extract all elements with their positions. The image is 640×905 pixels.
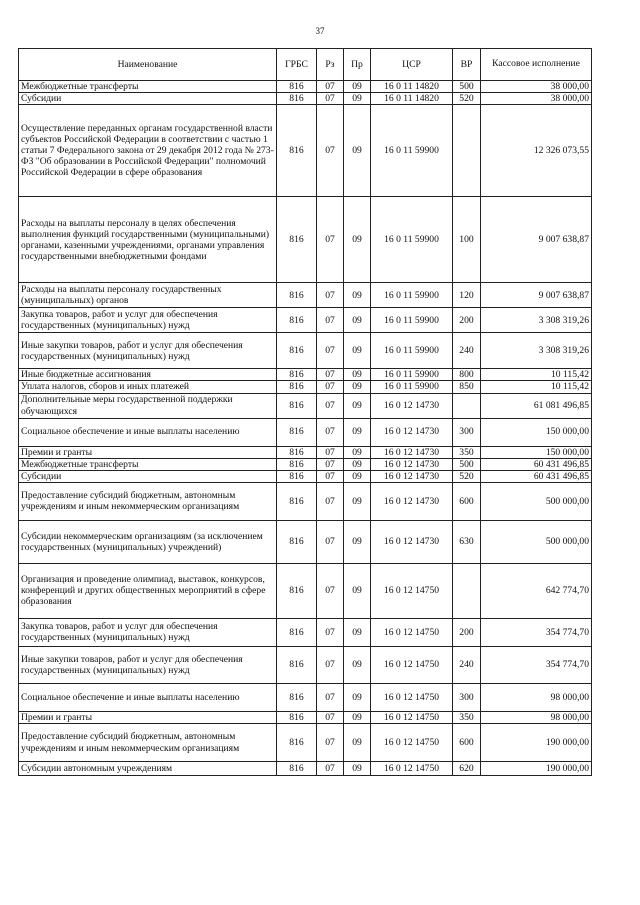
header-grbs: ГРБС <box>277 49 317 81</box>
cell-rz: 07 <box>317 283 344 308</box>
cell-pr: 09 <box>344 520 371 563</box>
cell-name: Межбюджетные трансферты <box>19 81 277 93</box>
cell-csr: 16 0 12 14730 <box>371 520 453 563</box>
cell-vr: 120 <box>453 283 481 308</box>
cell-csr: 16 0 12 14750 <box>371 563 453 618</box>
cell-grbs: 816 <box>277 105 317 197</box>
table-row <box>19 470 592 482</box>
cell-csr: 16 0 12 14750 <box>371 724 453 762</box>
cell-rz: 07 <box>317 333 344 369</box>
cell-pr: 09 <box>344 762 371 776</box>
cell-name: Субсидии автономным учреждениям <box>19 762 277 776</box>
table-row <box>19 563 592 618</box>
table-row <box>19 482 592 520</box>
cell-pr: 09 <box>344 308 371 333</box>
table-row <box>19 369 592 381</box>
cell-rz: 07 <box>317 458 344 470</box>
cell-amount: 61 081 496,85 <box>481 393 592 418</box>
cell-pr: 09 <box>344 93 371 105</box>
cell-pr: 09 <box>344 333 371 369</box>
cell-rz: 07 <box>317 646 344 683</box>
cell-vr: 300 <box>453 683 481 711</box>
cell-pr: 09 <box>344 81 371 93</box>
cell-grbs: 816 <box>277 724 317 762</box>
cell-name: Закупка товаров, работ и услуг для обеспечения государственных (муниципальных) нужд <box>19 308 277 333</box>
cell-amount: 500 000,00 <box>481 482 592 520</box>
cell-grbs: 816 <box>277 393 317 418</box>
cell-amount: 190 000,00 <box>481 724 592 762</box>
cell-rz: 07 <box>317 724 344 762</box>
table-row <box>19 711 592 723</box>
cell-csr: 16 0 12 14750 <box>371 711 453 723</box>
cell-pr: 09 <box>344 618 371 646</box>
table-row <box>19 683 592 711</box>
cell-amount: 10 115,42 <box>481 369 592 381</box>
cell-name: Предоставление субсидий бюджетным, автономным учреждениям и иным некоммерческим организациям <box>19 724 277 762</box>
cell-vr: 240 <box>453 646 481 683</box>
cell-name: Субсидии <box>19 470 277 482</box>
table-row <box>19 418 592 446</box>
cell-name: Организация и проведение олимпиад, выставок, конкурсов, конференций и других общественных мероприятий в сфере образования <box>19 563 277 618</box>
cell-amount: 10 115,42 <box>481 381 592 393</box>
cell-csr: 16 0 12 14750 <box>371 618 453 646</box>
cell-amount: 3 308 319,26 <box>481 333 592 369</box>
cell-rz: 07 <box>317 520 344 563</box>
cell-name: Субсидии некоммерческим организациям (за исключением государственных (муниципальных) учреждений) <box>19 520 277 563</box>
cell-pr: 09 <box>344 369 371 381</box>
cell-csr: 16 0 12 14730 <box>371 418 453 446</box>
cell-rz: 07 <box>317 369 344 381</box>
cell-name: Социальное обеспечение и иные выплаты населению <box>19 683 277 711</box>
table-row <box>19 762 592 776</box>
cell-name: Межбюджетные трансферты <box>19 458 277 470</box>
table-row <box>19 618 592 646</box>
cell-pr: 09 <box>344 563 371 618</box>
cell-pr: 09 <box>344 381 371 393</box>
cell-grbs: 816 <box>277 458 317 470</box>
cell-grbs: 816 <box>277 333 317 369</box>
cell-pr: 09 <box>344 393 371 418</box>
cell-rz: 07 <box>317 81 344 93</box>
cell-csr: 16 0 12 14730 <box>371 470 453 482</box>
cell-pr: 09 <box>344 458 371 470</box>
table-row <box>19 646 592 683</box>
cell-grbs: 816 <box>277 762 317 776</box>
cell-name: Социальное обеспечение и иные выплаты населению <box>19 418 277 446</box>
cell-grbs: 816 <box>277 81 317 93</box>
cell-amount: 354 774,70 <box>481 618 592 646</box>
cell-name: Премии и гранты <box>19 446 277 458</box>
cell-amount: 642 774,70 <box>481 563 592 618</box>
cell-name: Дополнительные меры государственной поддержки обучающихся <box>19 393 277 418</box>
table-row <box>19 520 592 563</box>
cell-vr: 520 <box>453 470 481 482</box>
cell-amount: 38 000,00 <box>481 93 592 105</box>
cell-amount: 150 000,00 <box>481 446 592 458</box>
cell-csr: 16 0 11 59900 <box>371 283 453 308</box>
cell-rz: 07 <box>317 482 344 520</box>
cell-amount: 98 000,00 <box>481 711 592 723</box>
header-rz: Рз <box>317 49 344 81</box>
cell-vr: 630 <box>453 520 481 563</box>
cell-grbs: 816 <box>277 711 317 723</box>
cell-csr: 16 0 11 59900 <box>371 197 453 283</box>
table-row <box>19 446 592 458</box>
cell-name: Предоставление субсидий бюджетным, автономным учреждениям и иным некоммерческим организациям <box>19 482 277 520</box>
cell-vr: 240 <box>453 333 481 369</box>
cell-name: Расходы на выплаты персоналу в целях обеспечения выполнения функций государственными (муниципальными) органами, казенными учреждениями, органами управления государственными внебюджетными фондами <box>19 197 277 283</box>
page-number: 37 <box>315 26 325 36</box>
table-row <box>19 381 592 393</box>
cell-amount: 190 000,00 <box>481 762 592 776</box>
cell-csr: 16 0 11 14820 <box>371 93 453 105</box>
cell-name: Иные закупки товаров, работ и услуг для обеспечения государственных (муниципальных) нужд <box>19 333 277 369</box>
cell-csr: 16 0 11 59900 <box>371 381 453 393</box>
table-row <box>19 93 592 105</box>
cell-csr: 16 0 12 14730 <box>371 458 453 470</box>
cell-grbs: 816 <box>277 470 317 482</box>
cell-name: Уплата налогов, сборов и иных платежей <box>19 381 277 393</box>
table-row <box>19 283 592 308</box>
table-row <box>19 308 592 333</box>
cell-amount: 60 431 496,85 <box>481 458 592 470</box>
cell-name: Субсидии <box>19 93 277 105</box>
cell-vr: 850 <box>453 381 481 393</box>
cell-grbs: 816 <box>277 482 317 520</box>
cell-name: Расходы на выплаты персоналу государственных (муниципальных) органов <box>19 283 277 308</box>
cell-grbs: 816 <box>277 381 317 393</box>
cell-csr: 16 0 12 14750 <box>371 646 453 683</box>
cell-pr: 09 <box>344 711 371 723</box>
cell-vr: 100 <box>453 197 481 283</box>
header-pr: Пр <box>344 49 371 81</box>
cell-vr: 600 <box>453 482 481 520</box>
cell-vr <box>453 563 481 618</box>
cell-vr <box>453 393 481 418</box>
cell-rz: 07 <box>317 618 344 646</box>
header-amount: Кассовое исполнение <box>481 49 592 81</box>
cell-vr: 350 <box>453 711 481 723</box>
cell-rz: 07 <box>317 711 344 723</box>
cell-rz: 07 <box>317 446 344 458</box>
cell-name: Осуществление переданных органам государственной власти субъектов Российской Федерации в соответствии с частью 1 статьи 7 Федерального закона от 29 декабря 2012 года № 273-ФЗ "Об образовании в Российской Федерации" полномочий Российской Федерации в сфере образования <box>19 105 277 197</box>
cell-vr <box>453 105 481 197</box>
cell-csr: 16 0 12 14730 <box>371 482 453 520</box>
cell-pr: 09 <box>344 446 371 458</box>
cell-vr: 300 <box>453 418 481 446</box>
cell-grbs: 816 <box>277 197 317 283</box>
cell-amount: 12 326 073,55 <box>481 105 592 197</box>
cell-csr: 16 0 11 59900 <box>371 333 453 369</box>
cell-vr: 600 <box>453 724 481 762</box>
header-row <box>19 49 592 81</box>
cell-rz: 07 <box>317 563 344 618</box>
cell-pr: 09 <box>344 470 371 482</box>
cell-rz: 07 <box>317 93 344 105</box>
cell-grbs: 816 <box>277 308 317 333</box>
cell-grbs: 816 <box>277 446 317 458</box>
cell-grbs: 816 <box>277 369 317 381</box>
cell-csr: 16 0 11 59900 <box>371 308 453 333</box>
cell-rz: 07 <box>317 308 344 333</box>
table-row <box>19 724 592 762</box>
cell-grbs: 816 <box>277 283 317 308</box>
cell-rz: 07 <box>317 197 344 283</box>
cell-pr: 09 <box>344 482 371 520</box>
cell-amount: 150 000,00 <box>481 418 592 446</box>
cell-grbs: 816 <box>277 93 317 105</box>
cell-rz: 07 <box>317 105 344 197</box>
cell-vr: 800 <box>453 369 481 381</box>
header-csr: ЦСР <box>371 49 453 81</box>
cell-amount: 500 000,00 <box>481 520 592 563</box>
cell-amount: 38 000,00 <box>481 81 592 93</box>
cell-rz: 07 <box>317 381 344 393</box>
cell-rz: 07 <box>317 418 344 446</box>
cell-amount: 3 308 319,26 <box>481 308 592 333</box>
table-row <box>19 333 592 369</box>
cell-grbs: 816 <box>277 418 317 446</box>
cell-amount: 354 774,70 <box>481 646 592 683</box>
cell-grbs: 816 <box>277 683 317 711</box>
table-row <box>19 197 592 283</box>
cell-name: Закупка товаров, работ и услуг для обеспечения государственных (муниципальных) нужд <box>19 618 277 646</box>
cell-name: Премии и гранты <box>19 711 277 723</box>
cell-rz: 07 <box>317 683 344 711</box>
cell-vr: 200 <box>453 308 481 333</box>
cell-grbs: 816 <box>277 618 317 646</box>
cell-pr: 09 <box>344 105 371 197</box>
cell-vr: 620 <box>453 762 481 776</box>
budget-execution-table <box>18 48 592 776</box>
cell-amount: 60 431 496,85 <box>481 470 592 482</box>
cell-csr: 16 0 11 59900 <box>371 105 453 197</box>
cell-rz: 07 <box>317 393 344 418</box>
table-row <box>19 458 592 470</box>
table-row <box>19 81 592 93</box>
cell-grbs: 816 <box>277 646 317 683</box>
cell-csr: 16 0 12 14730 <box>371 446 453 458</box>
cell-vr: 500 <box>453 458 481 470</box>
cell-amount: 9 007 638,87 <box>481 283 592 308</box>
cell-csr: 16 0 12 14730 <box>371 393 453 418</box>
cell-pr: 09 <box>344 646 371 683</box>
cell-name: Иные закупки товаров, работ и услуг для обеспечения государственных (муниципальных) нужд <box>19 646 277 683</box>
cell-pr: 09 <box>344 197 371 283</box>
cell-csr: 16 0 12 14750 <box>371 683 453 711</box>
cell-vr: 500 <box>453 81 481 93</box>
cell-csr: 16 0 11 59900 <box>371 369 453 381</box>
cell-name: Иные бюджетные ассигнования <box>19 369 277 381</box>
cell-vr: 350 <box>453 446 481 458</box>
cell-rz: 07 <box>317 762 344 776</box>
cell-vr: 520 <box>453 93 481 105</box>
cell-grbs: 816 <box>277 520 317 563</box>
cell-grbs: 816 <box>277 563 317 618</box>
cell-vr: 200 <box>453 618 481 646</box>
table-row <box>19 393 592 418</box>
cell-pr: 09 <box>344 418 371 446</box>
cell-rz: 07 <box>317 470 344 482</box>
cell-csr: 16 0 12 14750 <box>371 762 453 776</box>
header-vr: ВР <box>453 49 481 81</box>
cell-pr: 09 <box>344 283 371 308</box>
cell-pr: 09 <box>344 724 371 762</box>
cell-csr: 16 0 11 14820 <box>371 81 453 93</box>
header-name: Наименование <box>19 49 277 81</box>
cell-amount: 98 000,00 <box>481 683 592 711</box>
cell-pr: 09 <box>344 683 371 711</box>
cell-amount: 9 007 638,87 <box>481 197 592 283</box>
table-row <box>19 105 592 197</box>
